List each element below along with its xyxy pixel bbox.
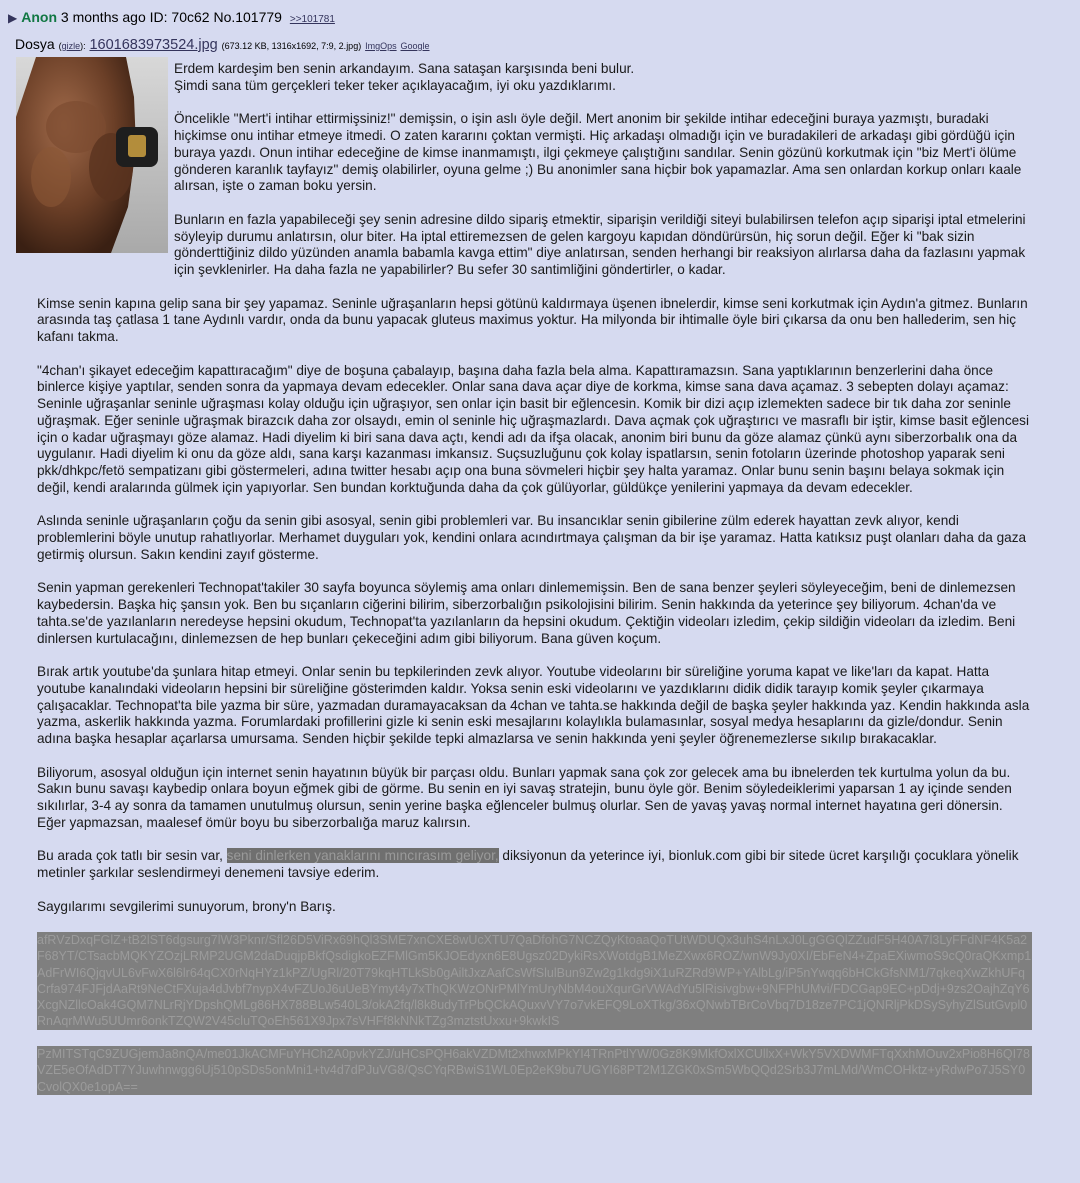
post-paragraph <box>37 212 1032 279</box>
post-text-line: diksiyonun da yeterince iyi, bionluk.com gibi bir sitede ücret karşılığı çocuklara yönelik metinler şarkılar seslendirmeyi denemeni tavsiye ederim. <box>37 848 1019 880</box>
file-label: Dosya <box>15 36 55 52</box>
post-paragraph <box>37 363 1032 497</box>
post-text-line: Biliyorum, asosyal olduğun için internet senin hayatının büyük bir parçası oldu. Bunları yapmak sana çok zor gelecek ama bu ibnelerden tek kurtulma yolun da bu. Sakın bunu savaşı kaybedip onlara boyun eğmek gibi de görme. Bu senin en iyi savaş stratejin, bunu öyle gör. Benim söyledeiklerimi yaparsan 1 ay içinde senden sıkılırlar, 3-4 ay sonra da tamamen unutulmuş olursun, senin yerine başka eğlenceler bulmuş olurlar. Sen de yavaş yavaş normal internet hayatına geri dönersin. Eğer yapmazsan, maalesef ömür boyu bu siberzorbalığa maruz kalırsın. <box>37 764 1012 830</box>
post-paragraph <box>37 61 1032 95</box>
imgops-link[interactable]: ImgOps <box>365 41 397 51</box>
file-meta: (673.12 KB, 1316x1692, 7:9, 2.jpg) <box>221 41 362 51</box>
file-info: Dosya (gizle): 1601683973524.jpg (673.12 KB, 1316x1692, 7:9, 2.jpg) ImgOps Google <box>15 36 430 53</box>
post-paragraph <box>37 111 1032 195</box>
poster-id: ID: 70c62 <box>149 9 210 25</box>
thumbnail-spacer <box>16 61 174 266</box>
post-text-line: Şimdi sana tüm gerçekleri teker teker açıklayacağım, iyi oku yazdıklarımı. <box>174 77 616 93</box>
post-time: 3 months ago <box>60 9 146 25</box>
poster-name: Anon <box>21 9 57 25</box>
post-text-line: Bunların en fazla yapabileceği şey senin adresine dildo sipariş etmektir, siparişin verildiği siteyi bulabilirsen telefon açıp siparişi iptal etmelerini söyleyip durumu anlatırsın, olur biter. Ha iptal ettiremezsen de gelen kargoyu kapıdan döndürürsün, hiç sorun değil. Eğer ki "bak sizin gönderttiğiniz dildo yüzünden anamla babamla kavga ettim" diye anlatırsan, senden herhangi bir reaksiyon alırlarsa daha da fazlasını yapmak için şevklenirler. Ha daha fazla ne yapabilirler? Bu sefer 30 santimliğini göndertirler, o kadar. <box>174 211 1026 277</box>
encoded-text-block[interactable]: afRVzDxqFGlZ+tB2lST6dgsurg7lW3Pknr/Sfl26D5ViRx69hQl3SME7xnCXE8wUcXTU7QaDfohG7NCZQyKtoaaQoTUtWDUQx3uhS4nLxJ0LgGGQlZZudF5H40A7l3LyFFdNF4K5a2F68YT/CTsacbMQKYZOzjLRMP2UGM2daDuqjpBkfQsdigkoEZFMlGm5KJOEdyxn6E8Ugsz02DykiRsXWotdgB1MeZXwx6ROZ/wnW9Jy0XI/EbFeN4+ZpaEXiwmoS9cQ0raQKxmp1AdFrWI6QjqvUL6vFwX6l6lr64qCX0rNqHYz1kPZ/UgRl/20T79kqHTLkSb0gAiltJxzAafCsWfSlulBun9Zw2g1kdg9iX1uRZRd9WP+YAlbLg/iP5nYwqq6bHCkGfsNM1/7qkeqXwZkhUFqCrfa974FJFjdAaRt9NeCtFXuja4dJvbf7nypX4vFZUoJ6uUeBYmyt4y7xThQKWzONrPMlYmUryNbM4ouXqurGrVWAdYu5lRisivgbw+9NFPhUMvi/FDCGap9EC+pDdj+9zs2OajhZqY6XcgNZllcOak4GQM7NLrRjYDpshQMLg86HX788BLw540L3/okA2fq/l8k8udyTrPbQCkAQuxvVY7o7vkEFQ9LoXTkg/36xQNwbTBrCoVbq7D18ze7PC1jQNRljPkDSySyhyZlSutGvpl0RnAqrMWu5UUmr6onkTZQW2V45cluTQoEh561X9Jpx7sVHFf8kNNkTZg3mztstUxxu+9kwkIS <box>37 933 1032 1029</box>
post-paragraph <box>37 296 1032 346</box>
post-body <box>37 61 1032 1111</box>
post-text-line: Seninle uğraşanlar seninle uğraşması kolay olduğu için uğraşıyor, sen onlar için basit bir eğlencesin. Komik bir dizi açıp izlemekten sadece bir tık daha zor seninle uğraşmak. Eğer seninle uğraşmak birazcık daha zor olsaydı, emin ol seninle hiç uğraşmazlardı. Dava açmak çok uğraştırıcı ve masraflı bir iştir, kimse basit eğlencesi için o kadar uğraşmayı göze alamaz. Hadi diyelim ki biri sana dava açtı, kendi adı da ifşa olacak, anonim biri bunu da göze alamaz çünkü aynı siberzorbalık ona da uygulanır. Hadi diyelim ki onu da göze aldı, sana karşı kazanması imkansız. Suçsuzluğunu çok kolay ispatlarsın, senin fotoların üzerinde photoshop yaparak seni pkk/dhkpc/fetö sempatizanı gibi göstermeleri, adına twitter hesabı açıp ona buna sövmeleri hiçbir şey halta yaramaz. Onlar bunu senin başını belaya sokmak için değil, kendi aralarında gülmek için yapıyorlar. Sen bundan korktuğunda daha da çok gülüyorlar, güldükçe yenilerini yapmaya da devam edecekler. <box>37 396 1029 495</box>
post-paragraph <box>37 513 1032 563</box>
post-text-line: Erdem kardeşim ben senin arkandayım. Sana sataşan karşısında beni bulur. <box>174 61 635 76</box>
file-name-link[interactable]: 1601683973524.jpg <box>89 37 218 53</box>
google-link[interactable]: Google <box>400 41 430 51</box>
post-text-line: Aslında seninle uğraşanların çoğu da senin gibi asosyal, senin gibi problemleri var. Bu insancıklar senin gibilerine zülm ederek hayattan zevk alıyor, kendi problemlerini böyle unutup rahatlıyorlar. Merhamet duyguları yok, kendini onlara acındırtmaya çalışman da bir işe yaramaz. Hatta katıksız puşt olanları daha da gaza getirmiş olursun. Sakın kendini zayıf gösterme. <box>37 513 1027 562</box>
post-header <box>8 9 335 25</box>
signoff: Saygılarımı sevgilerimi sunuyorum, brony'n Barış. <box>37 898 336 914</box>
post-number[interactable]: No.101779 <box>213 9 282 25</box>
encoded-text-block[interactable]: PzMITSTqC9ZUGjemJa8nQA/me01JkACMFuYHCh2A0pvkYZJ/uHCsPQH6akVZDMt2xhwxMPkYI4TRnPtlYW/0Gz8K9MkfOxlXCUllxX+WkY5VXDWMFTqXxhMOuv2xPio8H6QI78VZE5eOfAdDT7YJuwhnwgg6Uj510pSDs5onMni1+tv4d7dPJuVG8/QsCYqRBwiS1WL0Ep2eK9bu7UGYI68PT2M1ZGK0xSm5WbQQd2Srb3J7mLMd/WmCOHktz+yRdwPo7J5SY0CvolQX0e1opA== <box>37 1046 1032 1095</box>
post-text-line: Bırak artık youtube'da şunlara hitap etmeyi. Onlar senin bu tepkilerinden zevk alıyor. Youtube videolarını bir süreliğine yoruma kapat ve like'ları da kapat. Hatta youtube kanalındaki videoların hepsini bir süreliğine gösterimden kaldır. Yoksa senin eski videolarını ve yazdıklarını didik didik tarayıp komik şeyler çıkarmaya çalışacaklar. Technopat'ta bile yazma bir süre, yazmadan duramayacaksan da 4chan ve tahta.se hakkında değil de başka şeyler hakkında yaz. Kendin hakkında asla yazma, askerlik hakkında yazma. Forumlardaki profillerini gizle ki senin eski mesajlarını kolaylıkla bulamasınlar, sosyal medya hesaplarını da gizle/dondur. Senin adına başka hesaplar açarlarsa umursama. Senden hiçbir şekilde tepki almazlarsa ve senin hakkında yeni şeyler öğrenemezlerse sıkılıp bırakacaklar. <box>37 664 1030 746</box>
post-paragraph <box>37 580 1032 647</box>
post-text-line: "4chan'ı şikayet edeceğim kapattıracağım" diye de boşuna çabalayıp, başına daha fazla bela alma. Kapattıramazsın. Sana yaptıklarının benzerlerini daha önce binlerce kişiye yaptılar, senden sonra da yapmaya devam edecekler. Onlar sana dava açar diye de korkma, kimse sana dava açamaz. 3 sebepten dolayı açamaz: <box>37 362 1009 395</box>
post-paragraph <box>37 765 1032 832</box>
spoiler-paragraph <box>37 848 1032 882</box>
post-text-line: Bu arada çok tatlı bir sesin var, <box>37 848 227 864</box>
hide-post-arrow-icon[interactable]: ▶ <box>8 11 18 25</box>
post-text-line: Senin yapman gerekenleri Technopat'takiler 30 sayfa boyunca söylemiş ama onları dinlememişsin. Ben de sana benzer şeyleri söyleyeceğim, beni de dinlemezsen kaybedersin. Başka hiç şansın yok. Ben bu sıçanların ciğerini bilirim, siberzorbalığın psikolojisini bilirim. Senin hakkında da yeterince şey biliyorum. 4chan'da ve tahta.se'de yazılanların neredeyse hepsini okudum, Technopat'ta yazılanların da hepsini okudum. Çektiğin videoları izledim, çekip sildiğin videoları da izledim. Beni dinlersen kurtulacağını, dinlemezsen de hep bunları çekeceğini adım gibi biliyorum. Bana güven koçum. <box>37 580 1016 646</box>
post-text-line: Öncelikle "Mert'i intihar ettirmişsiniz!" demişsin, o işin aslı öyle değil. Mert anonim bir şekilde intihar edeceğini buraya yazmıştı, buradaki hiçkimse onu intihar etmeye itmedi. O zaten kararını çoktan vermişti. Hiç arkadaşı olmadığı için ve buradakileri de arkadaşı gibi gördüğü için buraya yazdı. Onun intihar edeceğine de kimse inanmamıştı, ilgi çekmeye çalıştığını sandılar. Senin gözünü korkutmak için "biz Mert'i ölüme gönderen karanlık tayfayız" demiş olabilirler, oyuna gelme ;) Bu anonimler sana hiçbir bok yapamazlar. Ama sen onlardan korkup onları kaale alırsan, işte o zaman boku yersin. <box>174 111 1022 194</box>
reply-link[interactable]: >>101781 <box>289 14 335 25</box>
spoiler-text[interactable]: seni dinlerken yanaklarını mıncırasım geliyor, <box>226 848 499 864</box>
hide-file-link[interactable]: gizle <box>61 41 81 51</box>
post-paragraph <box>37 664 1032 748</box>
post-text-line: Kimse senin kapına gelip sana bir şey yapamaz. Seninle uğraşanların hepsi götünü kaldırmaya üşenen ibnelerdir, kimse seni korkutmak için Aydın'a gitmez. Bunların arasında taş çatlasa 1 tane Aydınlı vardır, onda da bunu yapacak gluteus maximus yoktur. Ha milyonda bir ihtimalle öyle biri çıkarsa da onu ben hallederim, sen hiç kafanı takma. <box>37 295 1028 344</box>
